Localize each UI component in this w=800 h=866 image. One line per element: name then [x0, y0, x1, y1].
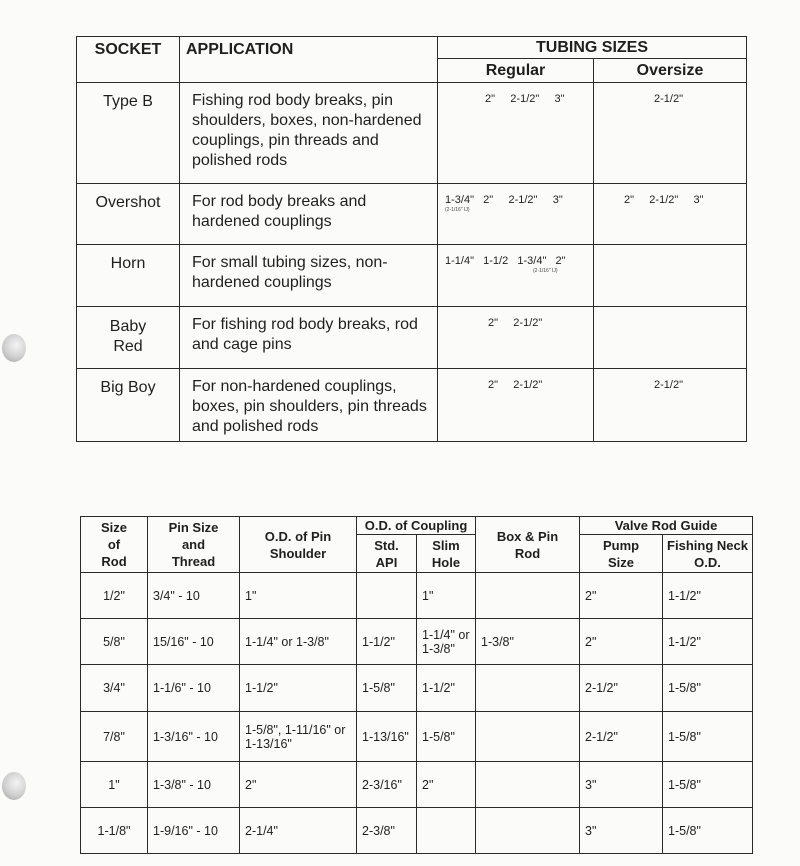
fishing-neck-od-cell: 1-5/8": [663, 762, 753, 808]
box-pin-rod-cell: [476, 762, 580, 808]
regular-sizes-text: 1-1/4" 1-1/2 1-3/4" 2": [445, 255, 566, 267]
application-text: For small tubing sizes, non-hardened couplings: [180, 245, 438, 307]
pin-size-cell: 3/4" - 10: [148, 573, 240, 619]
rod-specs-table: [80, 516, 753, 854]
rod-size-cell: 1-1/8": [81, 808, 148, 854]
socket-header: SOCKET: [77, 37, 180, 83]
box-pin-rod-cell: [476, 573, 580, 619]
pump-size-cell: 2": [580, 573, 663, 619]
socket-name: Overshot: [77, 184, 180, 245]
table-row: [77, 184, 747, 245]
punch-hole-top: [2, 334, 26, 362]
fishing-neck-od-cell: 1-5/8": [663, 712, 753, 762]
slim-hole-cell: [417, 808, 476, 854]
application-text: For rod body breaks and hardened couplings: [180, 184, 438, 245]
regular-sizes: [438, 245, 594, 307]
pin-size-cell: 1-9/16" - 10: [148, 808, 240, 854]
oversize-sizes: [594, 307, 747, 369]
std-api-cell: 2-3/16": [357, 762, 417, 808]
rod-size-cell: 3/4": [81, 665, 148, 712]
regular-sizes: 2" 2-1/2": [438, 307, 594, 369]
fishing-neck-od-cell: 1-1/2": [663, 619, 753, 665]
application-text: For fishing rod body breaks, rod and cage pins: [180, 307, 438, 369]
oversize-sizes: 2-1/2": [594, 83, 747, 184]
socket-table: [76, 36, 747, 442]
pin-size-cell: 1-1/6" - 10: [148, 665, 240, 712]
pin-size-cell: 1-3/16" - 10: [148, 712, 240, 762]
table-row: [77, 245, 747, 307]
slim-hole-header: Slim Hole: [417, 535, 476, 573]
socket-name: Big Boy: [77, 369, 180, 442]
slim-hole-cell: 1-5/8": [417, 712, 476, 762]
od-pin-shoulder-cell: 1-5/8", 1-11/16" or 1-13/16": [240, 712, 357, 762]
size-note: (2-1/16" IJ): [533, 268, 558, 274]
application-header: APPLICATION: [180, 37, 438, 83]
oversize-header: Oversize: [594, 59, 747, 83]
rod-size-cell: 5/8": [81, 619, 148, 665]
table-row: [81, 619, 753, 665]
valve-guide-header: Valve Rod Guide: [580, 517, 753, 535]
box-pin-rod-cell: [476, 712, 580, 762]
regular-sizes: [438, 184, 594, 245]
rod-size-cell: 7/8": [81, 712, 148, 762]
od-pin-shoulder-cell: 1-1/4" or 1-3/8": [240, 619, 357, 665]
size-note: (2-1/16" IJ): [445, 207, 470, 213]
punch-hole-bottom: [2, 772, 26, 800]
socket-name: Type B: [77, 83, 180, 184]
box-pin-rod-cell: [476, 665, 580, 712]
table-row: [81, 573, 753, 619]
oversize-sizes: 2-1/2": [594, 369, 747, 442]
regular-sizes-text: 1-3/4" 2" 2-1/2" 3": [445, 194, 563, 206]
size-header: Size of Rod: [81, 517, 148, 573]
oversize-sizes: [594, 245, 747, 307]
rod-size-cell: 1": [81, 762, 148, 808]
od-pin-shoulder-cell: 1-1/2": [240, 665, 357, 712]
fishing-neck-od-cell: 1-5/8": [663, 808, 753, 854]
table-row: [81, 712, 753, 762]
pin-size-cell: 1-3/8" - 10: [148, 762, 240, 808]
slim-hole-cell: 1": [417, 573, 476, 619]
table-row: [81, 665, 753, 712]
regular-sizes: 2" 2-1/2": [438, 369, 594, 442]
table-row: [77, 307, 747, 369]
pump-size-cell: 2-1/2": [580, 712, 663, 762]
box-pin-rod-cell: 1-3/8": [476, 619, 580, 665]
table-row: [77, 83, 747, 184]
regular-sizes: 2" 2-1/2" 3": [438, 83, 594, 184]
std-api-cell: 1-13/16": [357, 712, 417, 762]
od-pin-header: O.D. of Pin Shoulder: [240, 517, 357, 573]
slim-hole-cell: 2": [417, 762, 476, 808]
application-text: For non-hardened couplings, boxes, pin shoulders, pin threads and polished rods: [180, 369, 438, 442]
pin-size-header: Pin Size and Thread: [148, 517, 240, 573]
od-pin-shoulder-cell: 1": [240, 573, 357, 619]
box-pin-header: Box & Pin Rod: [476, 517, 580, 573]
pump-size-cell: 2-1/2": [580, 665, 663, 712]
std-api-cell: 2-3/8": [357, 808, 417, 854]
tubing-sizes-header: TUBING SIZES: [438, 37, 747, 59]
box-pin-rod-cell: [476, 808, 580, 854]
fishing-neck-header: Fishing Neck O.D.: [663, 535, 753, 573]
std-api-cell: 1-5/8": [357, 665, 417, 712]
fishing-neck-od-cell: 1-1/2": [663, 573, 753, 619]
fishing-neck-od-cell: 1-5/8": [663, 665, 753, 712]
socket-name: Horn: [77, 245, 180, 307]
rod-size-cell: 1/2": [81, 573, 148, 619]
socket-name: Baby Red: [77, 307, 180, 369]
od-coupling-header: O.D. of Coupling: [357, 517, 476, 535]
od-pin-shoulder-cell: 2": [240, 762, 357, 808]
regular-header: Regular: [438, 59, 594, 83]
table-row: [77, 369, 747, 442]
std-api-header: Std. API: [357, 535, 417, 573]
std-api-cell: 1-1/2": [357, 619, 417, 665]
std-api-cell: [357, 573, 417, 619]
pump-size-cell: 3": [580, 762, 663, 808]
oversize-sizes: 2" 2-1/2" 3": [594, 184, 747, 245]
slim-hole-cell: 1-1/4" or 1-3/8": [417, 619, 476, 665]
application-text: Fishing rod body breaks, pin shoulders, boxes, non-hardened couplings, pin threads and polished rods: [180, 83, 438, 184]
table-row: [81, 762, 753, 808]
pin-size-cell: 15/16" - 10: [148, 619, 240, 665]
table-row: [81, 808, 753, 854]
pump-size-cell: 2": [580, 619, 663, 665]
slim-hole-cell: 1-1/2": [417, 665, 476, 712]
pump-size-cell: 3": [580, 808, 663, 854]
pump-size-header: Pump Size: [580, 535, 663, 573]
od-pin-shoulder-cell: 2-1/4": [240, 808, 357, 854]
